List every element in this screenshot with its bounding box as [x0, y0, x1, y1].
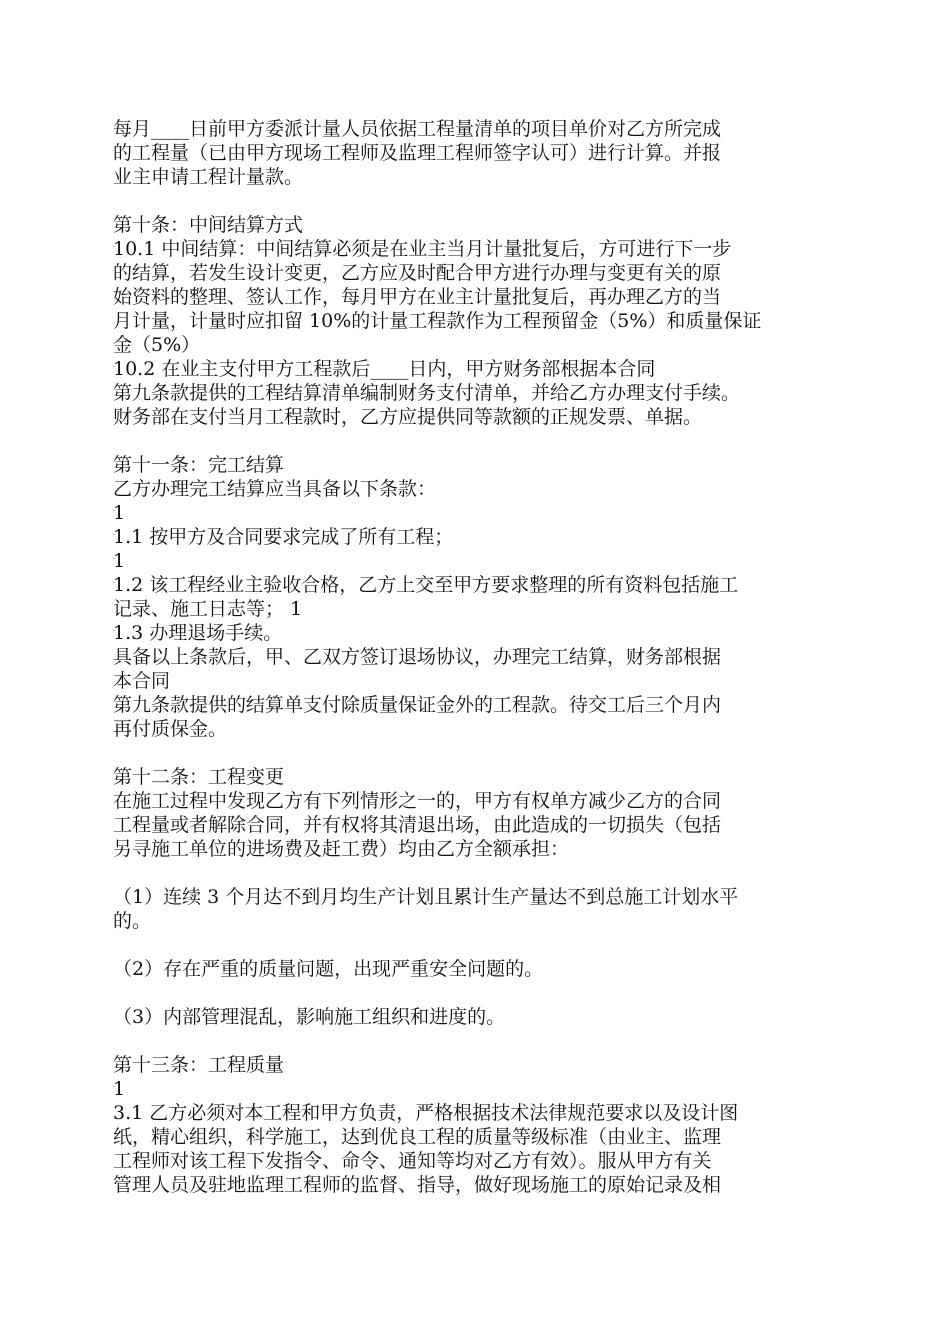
- blank-line: [113, 933, 850, 957]
- text-line: 10.1 中间结算：中间结算必须是在业主当月计量批复后，方可进行下一步: [113, 238, 732, 260]
- text-line: 1.2 该工程经业主验收合格，乙方上交至甲方要求整理的所有资料包括施工: [113, 574, 739, 596]
- blank-line: [113, 981, 850, 1005]
- text-line: （1）连续 3 个月达不到月均生产计划且累计生产量达不到总施工计划水平: [113, 886, 739, 908]
- text-line: 本合同: [113, 670, 171, 692]
- text-line: （2）存在严重的质量问题，出现严重安全问题的。: [113, 958, 544, 980]
- text-line: 1.1 按甲方及合同要求完成了所有工程；: [113, 526, 454, 548]
- text-line: 管理人员及驻地监理工程师的监督、指导，做好现场施工的原始记录及相: [113, 1174, 722, 1196]
- text-line: 在施工过程中发现乙方有下列情形之一的，甲方有权单方减少乙方的合同: [113, 790, 722, 812]
- text-line: 工程量或者解除合同，并有权将其清退出场，由此造成的一切损失（包括: [113, 814, 722, 836]
- text-line: 1.3 办理退场手续。: [113, 622, 283, 644]
- text-line: 的。: [113, 910, 152, 932]
- text-line: 财务部在支付当月工程款时，乙方应提供同等款额的正规发票、单据。: [113, 406, 703, 428]
- text-line: 纸，精心组织，科学施工，达到优良工程的质量等级标准（由业主、监理: [113, 1126, 722, 1148]
- text-line: 的结算，若发生设计变更，乙方应及时配合甲方进行办理与变更有关的原: [113, 262, 722, 284]
- text-line: 再付质保金。: [113, 718, 228, 740]
- blank-line: [113, 741, 850, 765]
- text-line: 的工程量（已由甲方现场工程师及监理工程师签字认可）进行计算。并报: [113, 142, 722, 164]
- blank-line: [113, 861, 850, 885]
- text-line: （3）内部管理混乱，影响施工组织和进度的。: [113, 1006, 506, 1028]
- text-line: 第十三条：工程质量: [113, 1054, 285, 1076]
- text-line: 记录、施工日志等； 1: [113, 598, 303, 620]
- text-line: 业主申请工程计量款。: [113, 166, 304, 188]
- text-line: 具备以上条款后，甲、乙双方签订退场协议，办理完工结算，财务部根据: [113, 646, 722, 668]
- text-line: 3.1 乙方必须对本工程和甲方负责，严格根据技术法律规范要求以及设计图: [113, 1102, 739, 1124]
- text-line: 1: [113, 502, 126, 524]
- document-body: [113, 117, 850, 1197]
- text-line: 1: [113, 550, 126, 572]
- text-line: 10.2 在业主支付甲方工程款后____日内，甲方财务部根据本合同: [113, 358, 656, 380]
- text-line: 第九条款提供的工程结算清单编制财务支付清单，并给乙方办理支付手续。: [113, 382, 741, 404]
- text-line: 月计量，计量时应扣留 10%的计量工程款作为工程预留金（5%）和质量保证: [113, 310, 762, 332]
- text-line: 金（5%）: [113, 334, 201, 356]
- text-line: 乙方办理完工结算应当具备以下条款：: [113, 478, 437, 500]
- blank-line: [113, 429, 850, 453]
- text-line: 工程师对该工程下发指令、命令、通知等均对乙方有效）。服从甲方有关: [113, 1150, 712, 1172]
- text-line: 每月____日前甲方委派计量人员依据工程量清单的项目单价对乙方所完成: [113, 118, 722, 140]
- text-line: 始资料的整理、签认工作，每月甲方在业主计量批复后，再办理乙方的当: [113, 286, 722, 308]
- blank-line: [113, 1029, 850, 1053]
- text-line: 第十二条：工程变更: [113, 766, 285, 788]
- blank-line: [113, 189, 850, 213]
- text-line: 第十条：中间结算方式: [113, 214, 304, 236]
- text-line: 另寻施工单位的进场费及赶工费）均由乙方全额承担：: [113, 838, 570, 860]
- text-line: 1: [113, 1078, 126, 1100]
- text-line: 第九条款提供的结算单支付除质量保证金外的工程款。待交工后三个月内: [113, 694, 722, 716]
- text-line: 第十一条：完工结算: [113, 454, 285, 476]
